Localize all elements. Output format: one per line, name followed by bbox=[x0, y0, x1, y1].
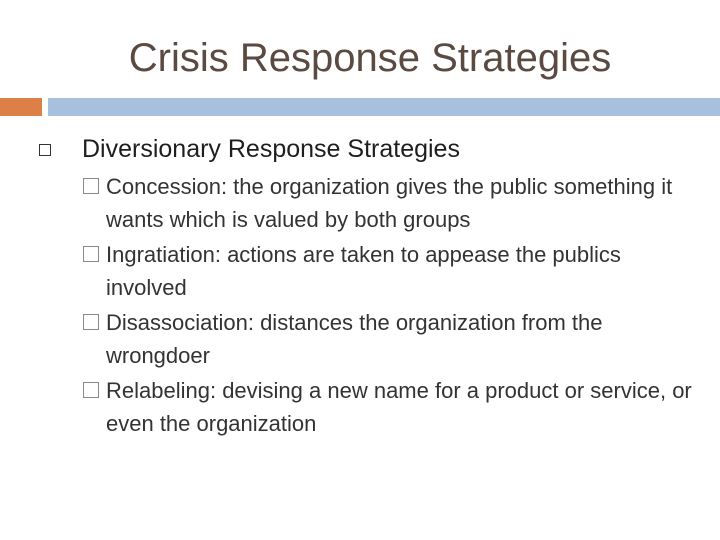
accent-bar-orange bbox=[0, 98, 42, 116]
hollow-square-bullet-icon bbox=[83, 178, 99, 194]
sub-bullet-text: Ingratiation: actions are taken to appease the publics involved bbox=[106, 242, 621, 300]
sub-bullet-item bbox=[106, 374, 706, 440]
sub-bullet-text: Relabeling: devising a new name for a product or service, or even the organization bbox=[106, 378, 692, 436]
hollow-square-bullet-icon bbox=[83, 314, 99, 330]
sub-bullet-item bbox=[106, 306, 706, 372]
sub-bullet-list bbox=[106, 170, 706, 442]
hollow-square-bullet-icon bbox=[83, 382, 99, 398]
sub-bullet-text: Disassociation: distances the organization from the wrongdoer bbox=[106, 310, 603, 368]
main-bullet-text: Diversionary Response Strategies bbox=[82, 135, 460, 163]
slide-title: Crisis Response Strategies bbox=[128, 36, 612, 80]
hollow-square-bullet-icon bbox=[39, 144, 51, 156]
accent-bar-blue bbox=[48, 98, 720, 116]
sub-bullet-item bbox=[106, 238, 706, 304]
hollow-square-bullet-icon bbox=[83, 246, 99, 262]
sub-bullet-item bbox=[106, 170, 706, 236]
sub-bullet-text: Concession: the organization gives the public something it wants which is valued by both groups bbox=[106, 174, 673, 232]
